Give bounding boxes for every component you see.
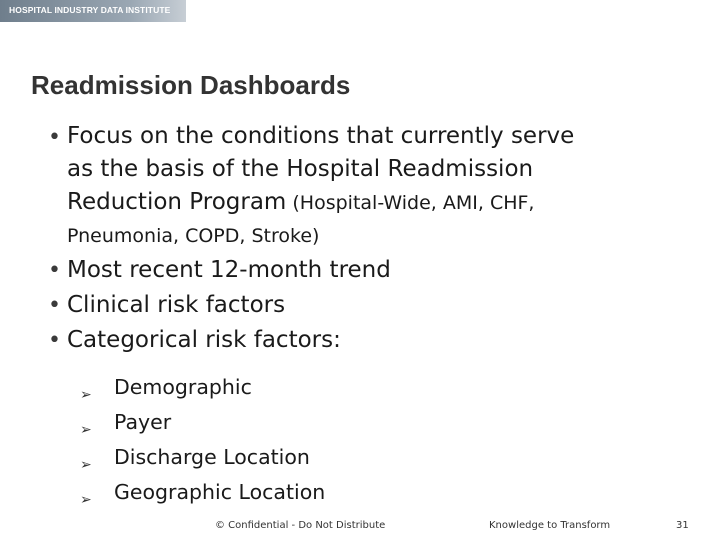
- bullet-line: Focus on the conditions that currently serve: [67, 123, 575, 149]
- arrow-bullet-icon: ➢: [80, 422, 92, 438]
- bullet-line: [67, 186, 720, 220]
- bullet-line: as the basis of the Hospital Readmission: [67, 156, 534, 182]
- bullet-item-trend: [0, 253, 720, 288]
- bullet-text: Categorical risk factors:: [67, 327, 341, 353]
- arrow-bullet-icon: ➢: [80, 492, 92, 508]
- bullet-text: Most recent 12-month trend: [67, 257, 391, 283]
- footer-tagline: Knowledge to Transform: [489, 520, 611, 531]
- header-banner: [0, 0, 186, 22]
- bullet-item-conditions: [0, 120, 720, 253]
- sub-bullet-item: [0, 475, 325, 510]
- bullet-icon: •: [48, 328, 61, 353]
- brand-logo-text: HOSPITAL INDUSTRY DATA INSTITUTE: [9, 5, 171, 15]
- sub-bullet-text: Geographic Location: [114, 480, 326, 504]
- bullet-icon: •: [48, 293, 61, 318]
- arrow-bullet-icon: ➢: [80, 457, 92, 473]
- sub-bullet-text: Demographic: [114, 375, 252, 399]
- bullet-line-note: Pneumonia, COPD, Stroke): [67, 225, 320, 247]
- sub-bullet-item: [0, 405, 325, 440]
- footer-confidential: © Confidential - Do Not Distribute: [215, 520, 386, 531]
- bullet-text: Clinical risk factors: [67, 292, 286, 318]
- arrow-bullet-icon: ➢: [80, 387, 92, 403]
- bullet-line-note: (Hospital-Wide, AMI, CHF,: [286, 192, 535, 214]
- sub-bullet-item: [0, 370, 325, 405]
- slide-title: Readmission Dashboards: [31, 70, 351, 100]
- sub-bullet-list: [0, 370, 325, 510]
- page-number: 31: [676, 520, 689, 531]
- bullet-line-main: Reduction Program: [67, 189, 287, 215]
- bullet-icon: •: [48, 125, 61, 150]
- sub-bullet-text: Payer: [114, 410, 172, 434]
- bullet-item-clinical: [0, 288, 720, 323]
- sub-bullet-text: Discharge Location: [114, 445, 310, 469]
- bullet-icon: •: [48, 258, 61, 283]
- bullet-item-categorical: [0, 323, 720, 358]
- bullet-list: [0, 120, 720, 358]
- sub-bullet-item: [0, 440, 325, 475]
